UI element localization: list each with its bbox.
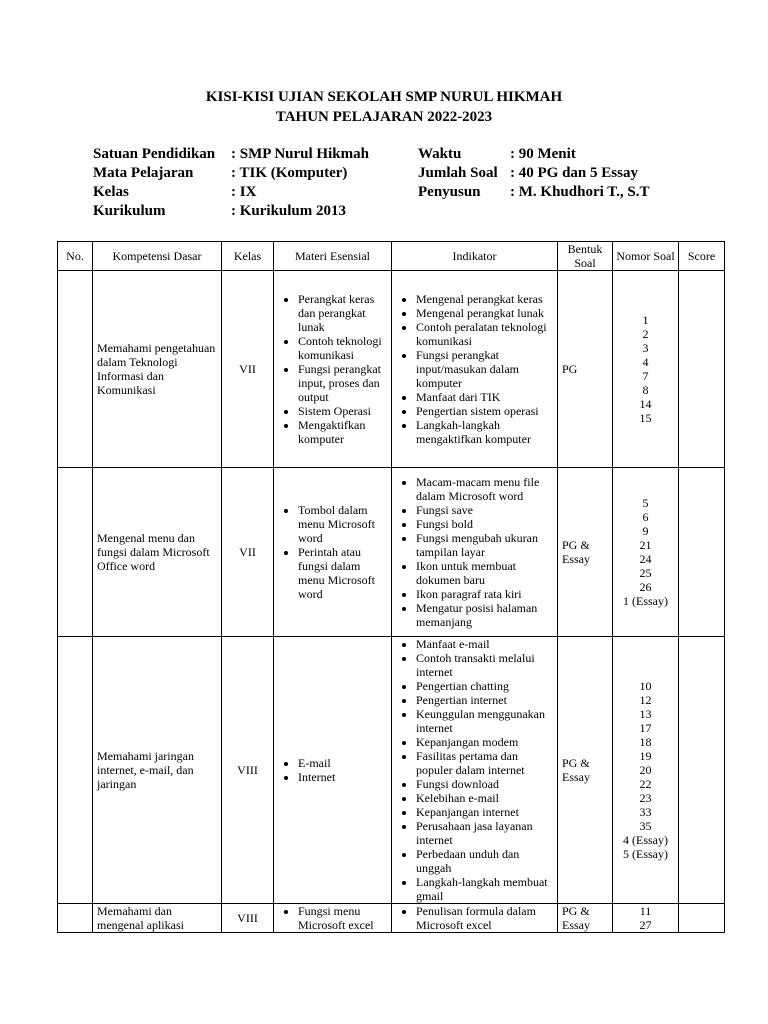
cell-nomor-soal <box>613 637 679 904</box>
table-row <box>58 904 725 933</box>
list-item: • Mengatur posisi halaman memanjang <box>416 601 553 629</box>
cell-score <box>679 271 725 468</box>
nomor-soal-item: 11 <box>639 904 652 918</box>
nomor-soal-item: 21 <box>639 538 652 552</box>
nomor-soal-item: 5 <box>642 496 649 510</box>
nomor-soal-item: 9 <box>642 524 649 538</box>
nomor-soal-item: 25 <box>639 566 652 580</box>
list-item: • Keunggulan menggunakan internet <box>416 707 553 735</box>
list-item: • Pengertian chatting <box>416 679 553 693</box>
cell-score <box>679 468 725 637</box>
cell-kompetensi-dasar: Mengenal menu dan fungsi dalam Microsoft Office word <box>93 468 222 637</box>
nomor-soal-item: 3 <box>642 341 649 355</box>
materi-list <box>278 904 387 932</box>
list-item: • Tombol dalam menu Microsoft word <box>298 503 387 545</box>
nomor-soal-item: 4 (Essay) <box>623 833 668 847</box>
cell-no <box>58 637 93 904</box>
info-label-jumlah-soal: Jumlah Soal <box>418 165 498 181</box>
header-kompetensi-dasar: Kompetensi Dasar <box>93 242 222 271</box>
cell-nomor-soal <box>613 904 679 933</box>
nomor-soal-item: 26 <box>639 580 652 594</box>
nomor-soal-item: 7 <box>642 369 649 383</box>
header-bentuk-soal: Bentuk Soal <box>558 242 613 271</box>
list-item: • Fungsi perangkat input/masukan dalam komputer <box>416 348 553 390</box>
list-item: • Mengaktifkan komputer <box>298 418 387 446</box>
indikator-list <box>396 292 553 446</box>
list-item: • Kepanjangan internet <box>416 805 553 819</box>
list-item: • Ikon untuk membuat dokumen baru <box>416 559 553 587</box>
list-item: • Mengenal perangkat lunak <box>416 306 553 320</box>
cell-kompetensi-dasar: Memahami dan mengenal aplikasi <box>93 904 222 933</box>
document-title: KISI-KISI UJIAN SEKOLAH SMP NURUL HIKMAH <box>205 89 563 105</box>
nomor-soal-item: 15 <box>639 411 652 425</box>
cell-materi-esensial <box>274 468 392 637</box>
info-value-satuan: : SMP Nurul Hikmah <box>231 146 369 162</box>
list-item: • Manfaat dari TIK <box>416 390 553 404</box>
list-item: • Langkah-langkah mengaktifkan komputer <box>416 418 553 446</box>
indikator-list <box>396 637 553 903</box>
nomor-soal-item: 18 <box>639 735 652 749</box>
list-item: • Sistem Operasi <box>298 404 387 418</box>
list-item: • Contoh teknologi komunikasi <box>298 334 387 362</box>
cell-materi-esensial <box>274 271 392 468</box>
cell-score <box>679 637 725 904</box>
materi-list <box>278 503 387 601</box>
list-item: • Fungsi mengubah ukuran tampilan layar <box>416 531 553 559</box>
cell-no <box>58 904 93 933</box>
list-item: • Pengertian sistem operasi <box>416 404 553 418</box>
list-item: • Manfaat e-mail <box>416 637 553 651</box>
cell-nomor-soal <box>613 271 679 468</box>
list-item: • Internet <box>298 770 387 784</box>
list-item: • Fungsi bold <box>416 517 553 531</box>
header-indikator: Indikator <box>392 242 558 271</box>
info-label-kurikulum: Kurikulum <box>93 203 166 219</box>
list-item: • Fasilitas pertama dan populer dalam internet <box>416 749 553 777</box>
list-item: • Perbedaan unduh dan unggah <box>416 847 553 875</box>
cell-no <box>58 271 93 468</box>
list-item: • Contoh transakti melalui internet <box>416 651 553 679</box>
info-label-satuan: Satuan Pendidikan <box>93 146 216 162</box>
nomor-soal-item: 2 <box>642 327 649 341</box>
nomor-soal-item: 19 <box>639 749 652 763</box>
materi-list <box>278 292 387 446</box>
list-item: • Fungsi menu Microsoft excel <box>298 904 387 932</box>
list-item: • Kelebihan e-mail <box>416 791 553 805</box>
list-item: • Macam-macam menu file dalam Microsoft word <box>416 475 553 503</box>
list-item: • E-mail <box>298 756 387 770</box>
indikator-list <box>396 475 553 629</box>
info-value-penyusun: : M. Khudhori T., S.T <box>510 184 650 200</box>
nomor-soal-item: 10 <box>639 679 652 693</box>
cell-score <box>679 904 725 933</box>
nomor-soal-item: 22 <box>639 777 652 791</box>
nomor-soal-item: 1 (Essay) <box>623 594 668 608</box>
list-item: • Ikon paragraf rata kiri <box>416 587 553 601</box>
table-row <box>58 637 725 904</box>
header-kelas: Kelas <box>222 242 274 271</box>
indikator-list <box>396 904 553 932</box>
header-no: No. <box>58 242 93 271</box>
cell-bentuk-soal: PG & Essay <box>558 637 613 904</box>
document-subtitle: TAHUN PELAJARAN 2022-2023 <box>275 109 493 125</box>
table-row <box>58 468 725 637</box>
list-item: • Contoh peralatan teknologi komunikasi <box>416 320 553 348</box>
cell-indikator <box>392 637 558 904</box>
cell-kelas: VIII <box>222 904 274 933</box>
nomor-soal-item: 14 <box>639 397 652 411</box>
nomor-soal-item: 6 <box>642 510 649 524</box>
cell-materi-esensial <box>274 637 392 904</box>
info-label-penyusun: Penyusun <box>418 184 481 200</box>
cell-bentuk-soal: PG & Essay <box>558 468 613 637</box>
list-item: • Pengertian internet <box>416 693 553 707</box>
list-item: • Fungsi save <box>416 503 553 517</box>
cell-no <box>58 468 93 637</box>
nomor-soal-item: 24 <box>639 552 652 566</box>
nomor-soal-item: 20 <box>639 763 652 777</box>
cell-kompetensi-dasar: Memahami pengetahuan dalam Teknologi Informasi dan Komunikasi <box>93 271 222 468</box>
list-item: • Fungsi download <box>416 777 553 791</box>
cell-nomor-soal <box>613 468 679 637</box>
list-item: • Perangkat keras dan perangkat lunak <box>298 292 387 334</box>
list-item: • Perintah atau fungsi dalam menu Microsoft word <box>298 545 387 601</box>
nomor-soal-item: 4 <box>642 355 649 369</box>
list-item: • Perusahaan jasa layanan internet <box>416 819 553 847</box>
cell-kelas: VII <box>222 271 274 468</box>
nomor-soal-item: 8 <box>642 383 649 397</box>
info-label-mapel: Mata Pelajaran <box>93 165 194 181</box>
table-header-row <box>58 242 725 271</box>
info-value-waktu: : 90 Menit <box>510 146 576 162</box>
table-row <box>58 271 725 468</box>
header-score: Score <box>679 242 725 271</box>
nomor-soal-item: 35 <box>639 819 652 833</box>
nomor-soal-item: 12 <box>639 693 652 707</box>
cell-materi-esensial <box>274 904 392 933</box>
cell-kelas: VII <box>222 468 274 637</box>
header-nomor-soal: Nomor Soal <box>613 242 679 271</box>
info-value-kurikulum: : Kurikulum 2013 <box>231 203 347 219</box>
info-value-mapel: : TIK (Komputer) <box>231 165 348 181</box>
list-item: • Mengenal perangkat keras <box>416 292 553 306</box>
kisi-kisi-table <box>57 241 725 933</box>
info-label-waktu: Waktu <box>418 146 462 162</box>
nomor-soal-item: 33 <box>639 805 652 819</box>
cell-indikator <box>392 904 558 933</box>
cell-kompetensi-dasar: Memahami jaringan internet, e-mail, dan jaringan <box>93 637 222 904</box>
materi-list <box>278 756 387 784</box>
list-item: • Langkah-langkah membuat gmail <box>416 875 553 903</box>
list-item: • Fungsi perangkat input, proses dan output <box>298 362 387 404</box>
cell-kelas: VIII <box>222 637 274 904</box>
nomor-soal-item: 23 <box>639 791 652 805</box>
info-label-kelas: Kelas <box>93 184 129 200</box>
info-value-kelas: : IX <box>231 184 257 200</box>
info-value-jumlah-soal: : 40 PG dan 5 Essay <box>510 165 638 181</box>
nomor-soal-item: 1 <box>642 313 649 327</box>
cell-indikator <box>392 468 558 637</box>
header-materi-esensial: Materi Esensial <box>274 242 392 271</box>
nomor-soal-item: 17 <box>639 721 652 735</box>
nomor-soal-item: 13 <box>639 707 652 721</box>
list-item: • Kepanjangan modem <box>416 735 553 749</box>
list-item: • Penulisan formula dalam Microsoft excel <box>416 904 553 932</box>
nomor-soal-item: 5 (Essay) <box>623 847 668 861</box>
cell-bentuk-soal: PG & Essay <box>558 904 613 933</box>
nomor-soal-item: 27 <box>639 918 652 932</box>
cell-indikator <box>392 271 558 468</box>
cell-bentuk-soal: PG <box>558 271 613 468</box>
